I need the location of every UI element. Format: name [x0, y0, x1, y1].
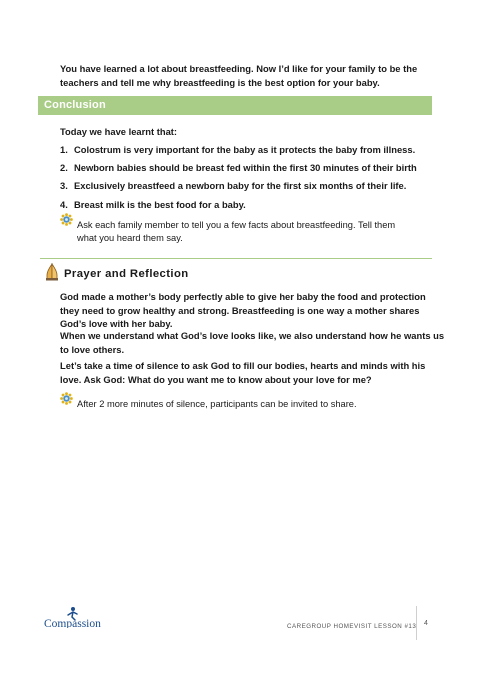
conclusion-list: [60, 143, 440, 216]
footer-lesson-label: CAREGROUP HOMEVISIT LESSON #13: [287, 623, 417, 630]
list-item-number: 2.: [60, 162, 68, 174]
conclusion-title: Conclusion: [44, 99, 106, 111]
activity-sun-icon: [60, 392, 73, 410]
list-item-text: Exclusively breastfeed a newborn baby for the first six months of their life.: [74, 180, 407, 192]
conclusion-lead: Today we have learnt that:: [60, 126, 178, 137]
list-item-text: Newborn babies should be breast fed within the first 30 minutes of their birth: [74, 162, 417, 174]
prayer-paragraph: Let’s take a time of silence to ask God to fill our bodies, hearts and minds with his love. Ask God: What do you want me to know about your love for me?: [60, 360, 426, 385]
list-item-number: 4.: [60, 198, 68, 210]
list-item: [60, 198, 440, 211]
conclusion-activity-text: Ask each family member to tell you a few facts about breastfeeding. Tell them what you heard them say.: [77, 220, 396, 243]
list-item-number: 3.: [60, 180, 68, 192]
page-number: 4: [424, 620, 428, 627]
prayer-paragraph: When we understand what God’s love looks like, we also understand how he wants us to love others.: [60, 330, 445, 355]
praying-hands-icon: [44, 263, 60, 286]
list-item-number: 1.: [60, 144, 68, 155]
list-item: [60, 179, 440, 192]
footer-divider: [416, 606, 417, 640]
list-item: [60, 161, 440, 174]
compassion-logo-icon: [44, 606, 124, 633]
activity-sun-icon: [60, 213, 73, 231]
list-item-text: Colostrum is very important for the baby as it protects the baby from illness.: [74, 144, 416, 155]
intro-paragraph: You have learned a lot about breastfeeding. Now I’d like for your family to be the teachers and tell me why breastfeeding is the best option for your baby.: [60, 63, 418, 88]
prayer-title: Prayer and Reflection: [64, 268, 189, 280]
compassion-logo-text: Compassion: [44, 618, 101, 628]
prayer-activity-text: After 2 more minutes of silence, participants can be invited to share.: [77, 399, 357, 409]
prayer-divider: [40, 258, 432, 259]
list-item-text: Breast milk is the best food for a baby.: [74, 198, 246, 210]
list-item: [60, 143, 440, 156]
prayer-paragraph: God made a mother’s body perfectly able to give her baby the food and protection they need to grow healthy and strong. Breastfeeding is one way a mother shares God’s love with her baby.: [60, 291, 426, 330]
